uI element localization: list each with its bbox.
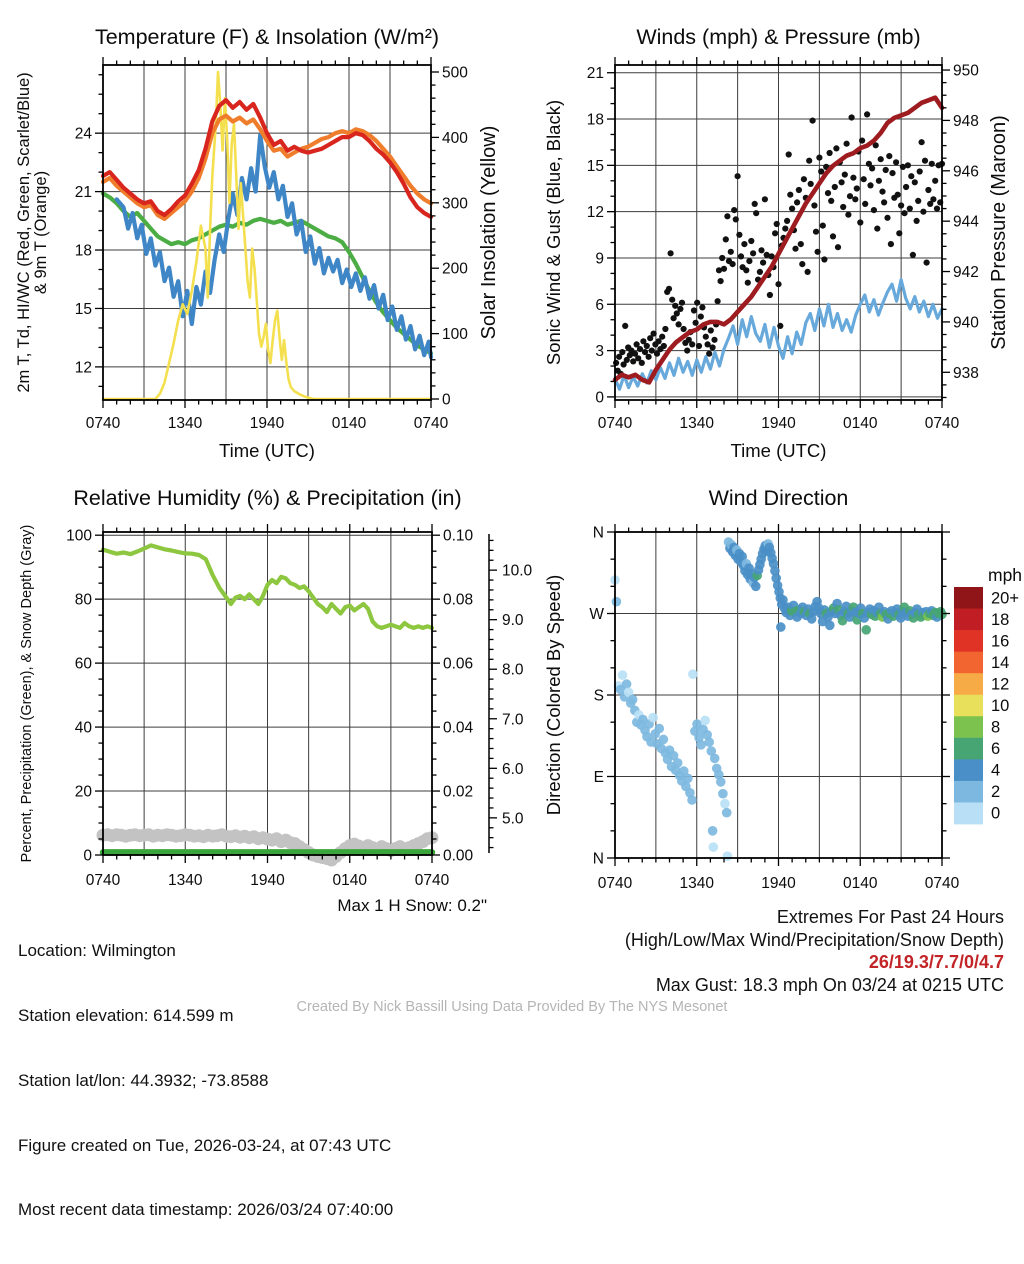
svg-text:0: 0 xyxy=(442,391,451,409)
svg-text:40: 40 xyxy=(74,719,92,737)
colorbar-label: 0 xyxy=(991,804,1001,823)
svg-text:0.04: 0.04 xyxy=(443,719,474,737)
gridlines xyxy=(103,532,432,855)
svg-text:18: 18 xyxy=(74,242,92,260)
svg-text:0740: 0740 xyxy=(597,415,633,432)
colorbar-swatch xyxy=(954,802,983,824)
svg-text:1340: 1340 xyxy=(679,415,714,432)
chart-title: Winds (mph) & Pressure (mb) xyxy=(636,25,921,49)
y-axis-title-left: Sonic Wind & Gust (Blue, Black) xyxy=(543,99,564,366)
svg-text:21: 21 xyxy=(74,184,92,202)
colorbar-swatch xyxy=(954,759,983,781)
svg-text:7.0: 7.0 xyxy=(502,711,524,729)
svg-text:950: 950 xyxy=(953,62,979,80)
svg-text:80: 80 xyxy=(74,591,92,609)
svg-text:200: 200 xyxy=(442,260,468,278)
figure-created-line: Figure created on Tue, 2026-03-24, at 07:43 UTC xyxy=(18,1135,392,1155)
svg-text:24: 24 xyxy=(74,125,92,143)
svg-text:944: 944 xyxy=(953,213,979,231)
svg-text:0.06: 0.06 xyxy=(443,655,474,673)
svg-text:300: 300 xyxy=(442,195,468,213)
svg-text:0140: 0140 xyxy=(843,415,878,432)
svg-text:9.0: 9.0 xyxy=(502,612,524,630)
svg-text:0740: 0740 xyxy=(85,872,121,889)
svg-text:0740: 0740 xyxy=(85,415,121,432)
svg-text:9: 9 xyxy=(595,250,604,268)
colorbar-title: mph xyxy=(988,565,1023,585)
colorbar-label: 14 xyxy=(991,653,1010,672)
y-axis-title-right: Solar Insolation (Yellow) xyxy=(478,125,500,340)
svg-text:12: 12 xyxy=(74,359,92,377)
chart-title: Temperature (F) & Insolation (W/m²) xyxy=(94,25,440,49)
svg-text:1940: 1940 xyxy=(761,875,796,892)
svg-text:1940: 1940 xyxy=(761,415,796,432)
x-axis-title: Time (UTC) xyxy=(730,440,827,461)
colorbar-label: 4 xyxy=(991,761,1001,780)
extremes-summary xyxy=(625,906,1004,996)
svg-text:938: 938 xyxy=(953,364,979,382)
colorbar-swatch xyxy=(954,673,983,695)
colorbar-swatch xyxy=(954,716,983,738)
chart-annotation: Max 1 H Snow: 0.2" xyxy=(337,896,487,915)
series-wind-gusts xyxy=(613,111,945,377)
svg-text:0140: 0140 xyxy=(843,875,878,892)
svg-text:0.02: 0.02 xyxy=(443,783,474,801)
colorbar-label: 8 xyxy=(991,718,1001,737)
extremes-title: Extremes For Past 24 Hours xyxy=(776,907,1004,927)
colorbar-label: 2 xyxy=(991,783,1001,802)
svg-text:948: 948 xyxy=(953,112,979,130)
svg-text:6: 6 xyxy=(595,296,604,314)
extremes-values: 26/19.3/7.7/0/4.7 xyxy=(868,952,1004,973)
y-axis-title-left: & 9m T (Orange) xyxy=(32,170,50,295)
svg-text:0740: 0740 xyxy=(413,415,449,432)
svg-text:0.10: 0.10 xyxy=(443,527,474,545)
station-latlon-line: Station lat/lon: 44.3932; -73.8588 xyxy=(18,1070,269,1090)
chart-title: Relative Humidity (%) & Precipitation (in) xyxy=(73,486,462,510)
speed-colorbar xyxy=(954,565,1022,824)
svg-text:100: 100 xyxy=(442,326,468,344)
svg-text:0.00: 0.00 xyxy=(443,847,474,865)
chart-humidity-precip xyxy=(19,486,533,915)
svg-text:0140: 0140 xyxy=(331,415,367,432)
station-elevation-line: Station elevation: 614.599 m xyxy=(18,1005,234,1025)
colorbar-swatch xyxy=(954,738,983,760)
svg-text:15: 15 xyxy=(74,300,92,318)
svg-text:100: 100 xyxy=(66,527,92,545)
y-axis-title-right: Station Pressure (Maroon) xyxy=(988,115,1010,350)
svg-text:0740: 0740 xyxy=(924,875,960,892)
axis-labels xyxy=(75,25,468,461)
colorbar-swatch xyxy=(954,609,983,631)
svg-text:N: N xyxy=(592,524,604,542)
colorbar-label: 20+ xyxy=(991,589,1019,608)
svg-text:500: 500 xyxy=(442,64,468,82)
svg-text:0140: 0140 xyxy=(332,872,367,889)
chart-wind-direction xyxy=(543,486,1022,892)
svg-text:60: 60 xyxy=(74,655,92,673)
svg-text:N: N xyxy=(592,850,604,868)
svg-text:0: 0 xyxy=(595,389,604,407)
colorbar-swatch xyxy=(954,630,983,652)
colorbar-swatch xyxy=(954,781,983,803)
svg-text:5.0: 5.0 xyxy=(502,810,524,828)
svg-text:1940: 1940 xyxy=(249,415,285,432)
credit-line: Created By Nick Bassill Using Data Provided By The NYS Mesonet xyxy=(296,999,728,1015)
data-timestamp-line: Most recent data timestamp: 2026/03/24 07:40:00 xyxy=(18,1200,394,1220)
chart-winds-pressure xyxy=(543,25,1010,461)
svg-text:1940: 1940 xyxy=(250,872,285,889)
colorbar-swatch xyxy=(954,695,983,717)
colorbar-label: 16 xyxy=(991,632,1010,651)
svg-text:946: 946 xyxy=(953,163,979,181)
svg-text:12: 12 xyxy=(586,204,604,222)
y-axis-title-left: Direction (Colored By Speed) xyxy=(543,574,564,816)
svg-text:1340: 1340 xyxy=(679,875,714,892)
station-info xyxy=(18,897,393,1264)
chart-temperature-insolation xyxy=(15,25,500,461)
svg-text:940: 940 xyxy=(953,314,979,332)
station-location-line: Location: Wilmington xyxy=(18,941,176,961)
svg-text:0: 0 xyxy=(83,847,92,865)
colorbar-label: 18 xyxy=(991,610,1010,629)
svg-text:8.0: 8.0 xyxy=(502,661,524,679)
y-axis-title-left: 2m T, Td, HI/WC (Red, Green, Scarlet/Blue) xyxy=(15,72,33,393)
svg-text:0740: 0740 xyxy=(414,872,450,889)
svg-text:S: S xyxy=(593,687,604,705)
svg-text:942: 942 xyxy=(953,264,979,282)
svg-text:400: 400 xyxy=(442,129,468,147)
svg-text:21: 21 xyxy=(586,65,604,83)
svg-text:6.0: 6.0 xyxy=(502,760,524,778)
colorbar-label: 12 xyxy=(991,675,1010,694)
svg-text:E: E xyxy=(593,769,604,786)
max-gust-line: Max Gust: 18.3 mph On 03/24 at 0215 UTC xyxy=(655,974,1004,995)
svg-text:0740: 0740 xyxy=(597,875,633,892)
svg-text:3: 3 xyxy=(595,343,604,361)
svg-text:10.0: 10.0 xyxy=(502,562,533,580)
svg-text:15: 15 xyxy=(586,157,604,175)
svg-text:0740: 0740 xyxy=(924,415,960,432)
svg-text:1340: 1340 xyxy=(168,872,203,889)
svg-text:0.08: 0.08 xyxy=(443,591,474,609)
colorbar-label: 6 xyxy=(991,740,1001,759)
svg-text:W: W xyxy=(589,606,604,623)
colorbar-swatch xyxy=(954,587,983,609)
x-axis-title: Time (UTC) xyxy=(219,440,315,461)
svg-text:18: 18 xyxy=(586,111,604,129)
axis-ticks xyxy=(95,524,497,863)
svg-text:20: 20 xyxy=(74,783,92,801)
chart-title: Wind Direction xyxy=(708,486,849,510)
colorbar-swatch xyxy=(954,652,983,674)
svg-text:1340: 1340 xyxy=(167,415,203,432)
extremes-subtitle: (High/Low/Max Wind/Precipitation/Snow Depth) xyxy=(624,929,1004,950)
axis-labels xyxy=(589,486,959,892)
colorbar-label: 10 xyxy=(991,697,1010,715)
y-axis-title-left: Percent, Precipitation (Green), & Snow Depth (Gray) xyxy=(19,524,35,863)
